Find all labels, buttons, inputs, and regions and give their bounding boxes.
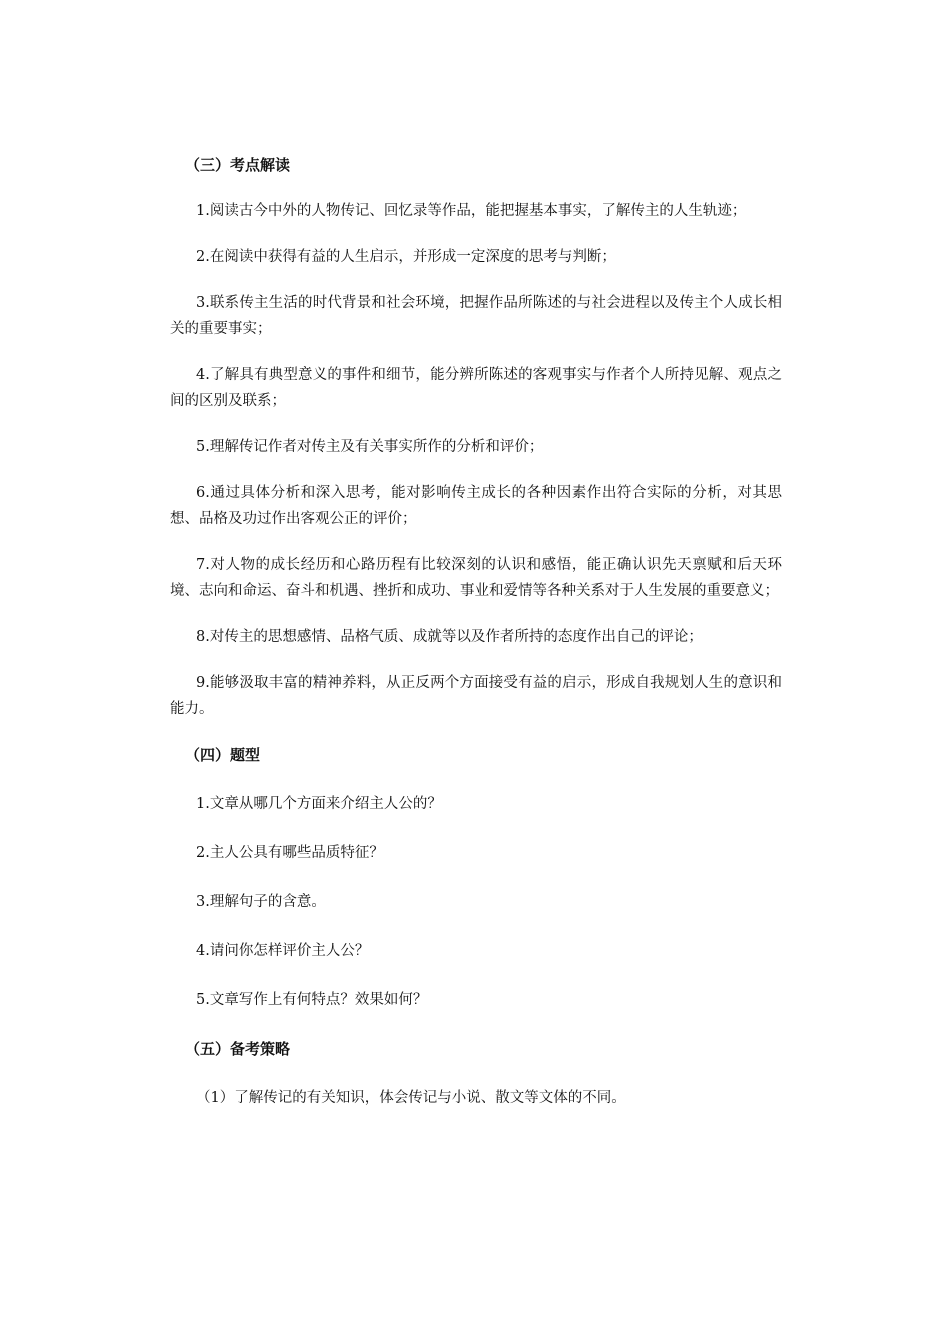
question-type-item: 4.请问你怎样评价主人公？ bbox=[196, 943, 370, 959]
exam-point-item: 4.了解具有典型意义的事件和细节，能分辨所陈述的客观事实与作者个人所持见解、观点之间的区别及联系； bbox=[170, 367, 782, 409]
exam-point-item: 8.对传主的思想感情、品格气质、成就等以及作者所持的态度作出自己的评论； bbox=[196, 629, 703, 645]
exam-point-item: 5.理解传记作者对传主及有关事实所作的分析和评价； bbox=[196, 439, 544, 455]
exam-point-item: 2.在阅读中获得有益的人生启示，并形成一定深度的思考与判断； bbox=[196, 249, 616, 265]
section-heading-exam-points: （三）考点解读 bbox=[185, 156, 291, 174]
exam-point-item: 7.对人物的成长经历和心路历程有比较深刻的认识和感悟，能正确认识先天禀赋和后天环境、志向和命运、奋斗和机遇、挫折和成功、事业和爱情等各种关系对于人生发展的重要意义； bbox=[170, 557, 782, 599]
question-type-item: 3.理解句子的含意。 bbox=[196, 894, 326, 910]
exam-point-item: 3.联系传主生活的时代背景和社会环境，把握作品所陈述的与社会进程以及传主个人成长相关的重要事实； bbox=[170, 295, 782, 337]
exam-point-item: 6.通过具体分析和深入思考，能对影响传主成长的各种因素作出符合实际的分析，对其思想、品格及功过作出客观公正的评价； bbox=[170, 485, 782, 527]
section-heading-strategy: （五）备考策略 bbox=[185, 1040, 291, 1058]
strategy-item: （1）了解传记的有关知识，体会传记与小说、散文等文体的不同。 bbox=[196, 1090, 626, 1106]
question-type-item: 5.文章写作上有何特点？效果如何？ bbox=[196, 992, 428, 1008]
question-type-item: 2.主人公具有哪些品质特征？ bbox=[196, 845, 384, 861]
document-content bbox=[170, 152, 782, 1111]
question-type-item: 1.文章从哪几个方面来介绍主人公的？ bbox=[196, 796, 442, 812]
exam-point-item: 9.能够汲取丰富的精神养料，从正反两个方面接受有益的启示，形成自我规划人生的意识和能力。 bbox=[170, 675, 782, 717]
section-heading-question-types: （四）题型 bbox=[185, 746, 261, 764]
exam-point-item: 1.阅读古今中外的人物传记、回忆录等作品，能把握基本事实，了解传主的人生轨迹； bbox=[196, 203, 747, 219]
